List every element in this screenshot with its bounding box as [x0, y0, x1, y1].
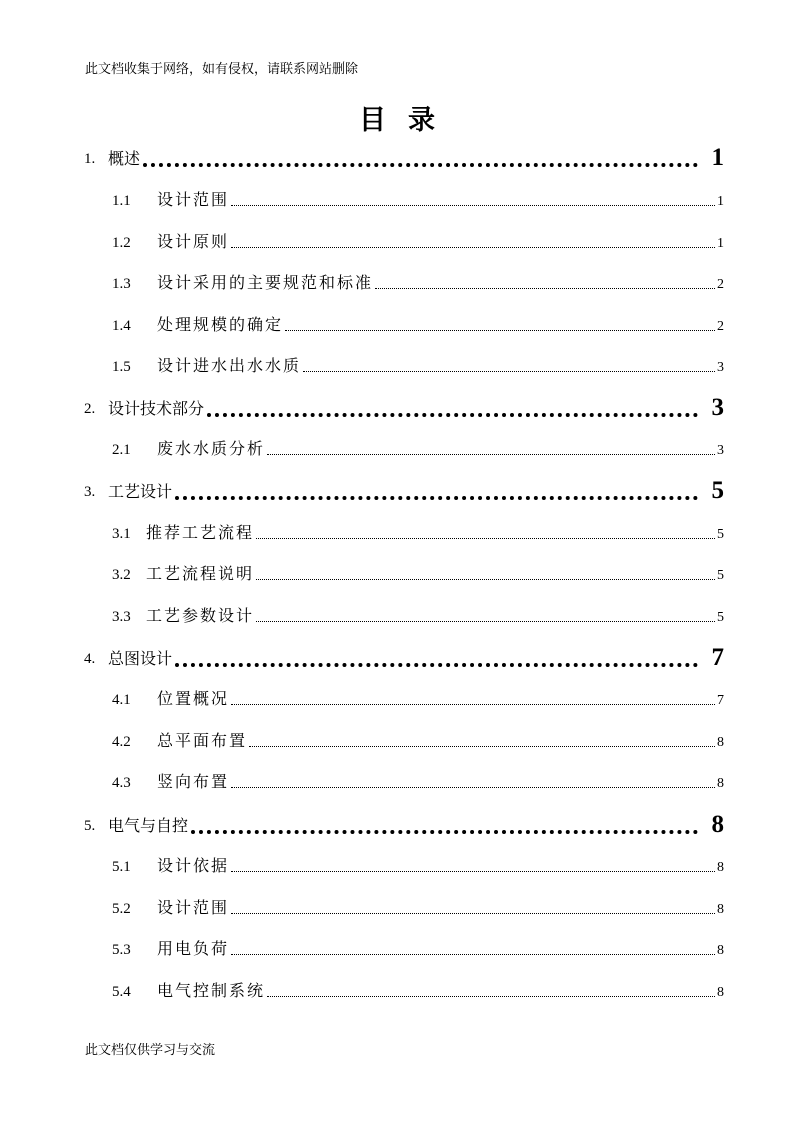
toc-entry-page: 2 [717, 319, 724, 334]
toc-entry-page: 1 [717, 236, 724, 251]
toc-dot-leader [285, 330, 715, 331]
toc-entry-number: 3. [84, 484, 96, 500]
toc-dot-leader [143, 163, 697, 167]
toc-title: 目录 [359, 105, 457, 136]
toc-entry-number: 5.2 [112, 901, 131, 917]
toc-entry-1-1[interactable] [112, 188, 724, 210]
toc-entry-label: 竖向布置 [157, 772, 230, 791]
toc-dot-leader [231, 871, 715, 872]
toc-dot-leader [231, 205, 715, 206]
toc-entry-page: 8 [711, 811, 724, 838]
toc-entry-page: 8 [717, 776, 724, 791]
toc-entry-page: 7 [711, 644, 724, 671]
toc-entry-5[interactable] [84, 810, 724, 838]
toc-entry-page: 5 [717, 527, 724, 542]
toc-entry-page: 8 [717, 902, 724, 917]
toc-entry-page: 7 [717, 693, 724, 708]
toc-entry-number: 1.5 [112, 359, 131, 375]
toc-dot-leader [249, 746, 715, 747]
toc-entry-1-5[interactable] [112, 354, 724, 376]
toc-entry-label: 设计范围 [157, 190, 230, 209]
toc-dot-leader [256, 579, 715, 580]
toc-entry-page: 8 [717, 985, 724, 1000]
toc-entry-page: 3 [711, 394, 724, 421]
toc-entry-page: 5 [717, 610, 724, 625]
toc-entry-label: 工艺参数设计 [146, 606, 255, 625]
toc-entry-number: 5. [84, 818, 96, 834]
toc-entry-number: 1.1 [112, 193, 131, 209]
toc-entry-1-3[interactable] [112, 271, 724, 293]
toc-entry-4-1[interactable] [112, 687, 724, 709]
toc-entry-number: 3.1 [112, 526, 131, 542]
toc-entry-label: 设计范围 [157, 898, 230, 917]
toc-dot-leader [256, 538, 715, 539]
toc-entry-2[interactable] [84, 393, 724, 421]
toc-entry-label: 用电负荷 [157, 939, 230, 958]
toc-entry-label: 设计依据 [157, 856, 230, 875]
toc-entry-page: 5 [711, 477, 724, 504]
toc-entry-4-2[interactable] [112, 729, 724, 751]
toc-entry-number: 2.1 [112, 442, 131, 458]
toc-dot-leader [267, 454, 715, 455]
toc-entry-page: 8 [717, 943, 724, 958]
toc-entry-3-2[interactable] [112, 562, 724, 584]
toc-entry-label: 工艺设计 [108, 482, 173, 501]
toc-entry-3-1[interactable] [112, 521, 724, 543]
toc-dot-leader [231, 704, 715, 705]
toc-entry-number: 3.3 [112, 609, 131, 625]
toc-entry-label: 设计采用的主要规范和标准 [157, 273, 374, 292]
toc-entry-1-4[interactable] [112, 313, 724, 335]
toc-entry-label: 工艺流程说明 [146, 564, 255, 583]
toc-entry-label: 设计原则 [157, 232, 230, 251]
page-header-notice: 此文档收集于网络，如有侵权，请联系网站删除 [85, 62, 359, 77]
toc-dot-leader [303, 371, 715, 372]
toc-entry-number: 1. [84, 151, 96, 167]
toc-entry-5-4[interactable] [112, 979, 724, 1001]
toc-entry-label: 总平面布置 [157, 731, 248, 750]
toc-dot-leader [175, 496, 697, 500]
toc-entry-5-1[interactable] [112, 854, 724, 876]
toc-entry-number: 1.3 [112, 276, 131, 292]
toc-dot-leader [231, 913, 715, 914]
toc-entry-number: 4.3 [112, 775, 131, 791]
toc-entry-page: 1 [717, 194, 724, 209]
toc-entry-label: 设计技术部分 [108, 399, 205, 418]
toc-entry-number: 2. [84, 401, 96, 417]
toc-entry-number: 4. [84, 651, 96, 667]
toc-dot-leader [231, 247, 715, 248]
toc-dot-leader [191, 830, 697, 834]
toc-entry-label: 电气控制系统 [157, 981, 266, 1000]
toc-entry-page: 2 [717, 277, 724, 292]
toc-entry-number: 1.4 [112, 318, 131, 334]
toc-entry-number: 4.2 [112, 734, 131, 750]
toc-dot-leader [256, 621, 715, 622]
toc-entry-number: 4.1 [112, 692, 131, 708]
toc-entry-number: 5.1 [112, 859, 131, 875]
toc-entry-label: 电气与自控 [108, 816, 189, 835]
toc-dot-leader [267, 996, 715, 997]
toc-entry-4[interactable] [84, 643, 724, 671]
toc-entry-3-3[interactable] [112, 604, 724, 626]
toc-entry-label: 总图设计 [108, 649, 173, 668]
toc-entry-1-2[interactable] [112, 230, 724, 252]
toc-entry-label: 处理规模的确定 [157, 315, 284, 334]
toc-entry-label: 废水水质分析 [157, 439, 266, 458]
toc-entry-number: 3.2 [112, 567, 131, 583]
toc-entry-number: 5.3 [112, 942, 131, 958]
toc-dot-leader [231, 787, 715, 788]
toc-entry-page: 3 [717, 443, 724, 458]
page-footer-notice: 此文档仅供学习与交流 [85, 1043, 216, 1058]
toc-entry-3[interactable] [84, 476, 724, 504]
toc-dot-leader [231, 954, 715, 955]
toc-entry-page: 3 [717, 360, 724, 375]
toc-entry-number: 1.2 [112, 235, 131, 251]
toc-entry-label: 设计进水出水水质 [157, 356, 302, 375]
toc-entry-number: 5.4 [112, 984, 131, 1000]
toc-entry-page: 5 [717, 568, 724, 583]
toc-entry-4-3[interactable] [112, 770, 724, 792]
toc-entry-5-3[interactable] [112, 937, 724, 959]
toc-dot-leader [207, 413, 697, 417]
toc-entry-label: 推荐工艺流程 [146, 523, 255, 542]
toc-entry-5-2[interactable] [112, 896, 724, 918]
toc-dot-leader [375, 288, 715, 289]
toc-entry-1[interactable] [84, 143, 724, 171]
toc-entry-label: 概述 [108, 149, 141, 168]
toc-entry-page: 8 [717, 860, 724, 875]
toc-entry-label: 位置概况 [157, 689, 230, 708]
toc-entry-2-1[interactable] [112, 437, 724, 459]
toc-entry-page: 1 [711, 144, 724, 171]
toc-dot-leader [175, 663, 697, 667]
toc-entry-page: 8 [717, 735, 724, 750]
